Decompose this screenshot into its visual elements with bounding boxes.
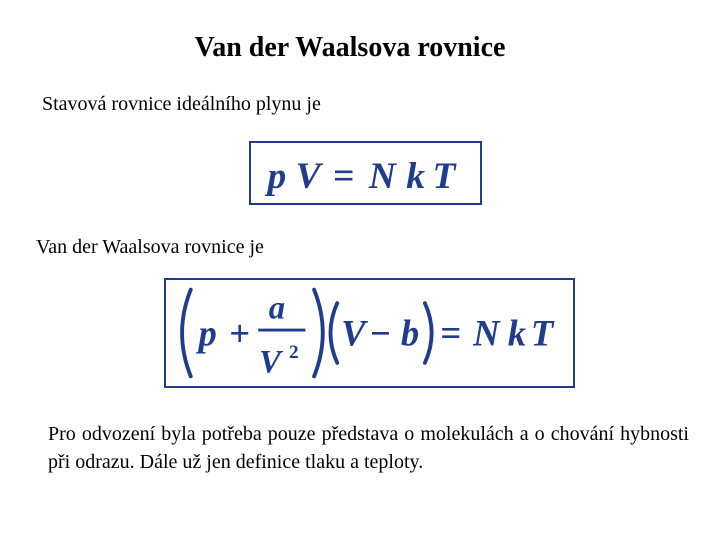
ideal-gas-formula-n: N (368, 156, 396, 197)
slide-title: Van der Waalsova rovnice (194, 32, 506, 63)
vdw-formula-graphic (166, 280, 573, 386)
ideal-gas-intro: Stavová rovnice ideálního plynu je (42, 93, 321, 115)
derivation-note: Pro odvození byla potřeba pouze představa o molekulách a o chování hybnosti při odrazu. Dále už jen definice tlaku a teploty. (48, 423, 689, 473)
vdw-formula-minus: − (369, 312, 391, 354)
ideal-gas-formula-v: V (295, 156, 321, 197)
vdw-formula-v: V (341, 312, 366, 354)
vdw-right-paren-1 (314, 290, 323, 377)
ideal-gas-formula-k: k (406, 156, 426, 197)
vdw-formula-t: T (530, 312, 554, 354)
vdw-left-paren-2 (330, 303, 337, 363)
vdw-formula-n: N (473, 312, 500, 354)
vdw-formula (164, 278, 575, 388)
vdw-formula-b: b (400, 312, 420, 354)
vdw-formula-p: p (198, 312, 217, 354)
vdw-formula-k: k (507, 312, 527, 354)
vdw-formula-equals: = (440, 312, 462, 354)
vdw-formula-square: 2 (289, 342, 299, 364)
vdw-formula-a: a (268, 290, 286, 327)
vdw-formula-plus: + (229, 312, 251, 354)
vdw-left-paren-1 (182, 290, 191, 377)
ideal-gas-formula-graphic (251, 143, 480, 203)
ideal-gas-formula-t: T (432, 156, 456, 197)
ideal-gas-formula (249, 141, 482, 205)
vdw-right-paren-2 (425, 303, 432, 363)
ideal-gas-formula-equals: = (333, 156, 355, 197)
ideal-gas-formula-p: p (267, 156, 287, 197)
vdw-formula-v-denominator: V (259, 344, 282, 381)
vdw-intro: Van der Waalsova rovnice je (36, 236, 264, 258)
